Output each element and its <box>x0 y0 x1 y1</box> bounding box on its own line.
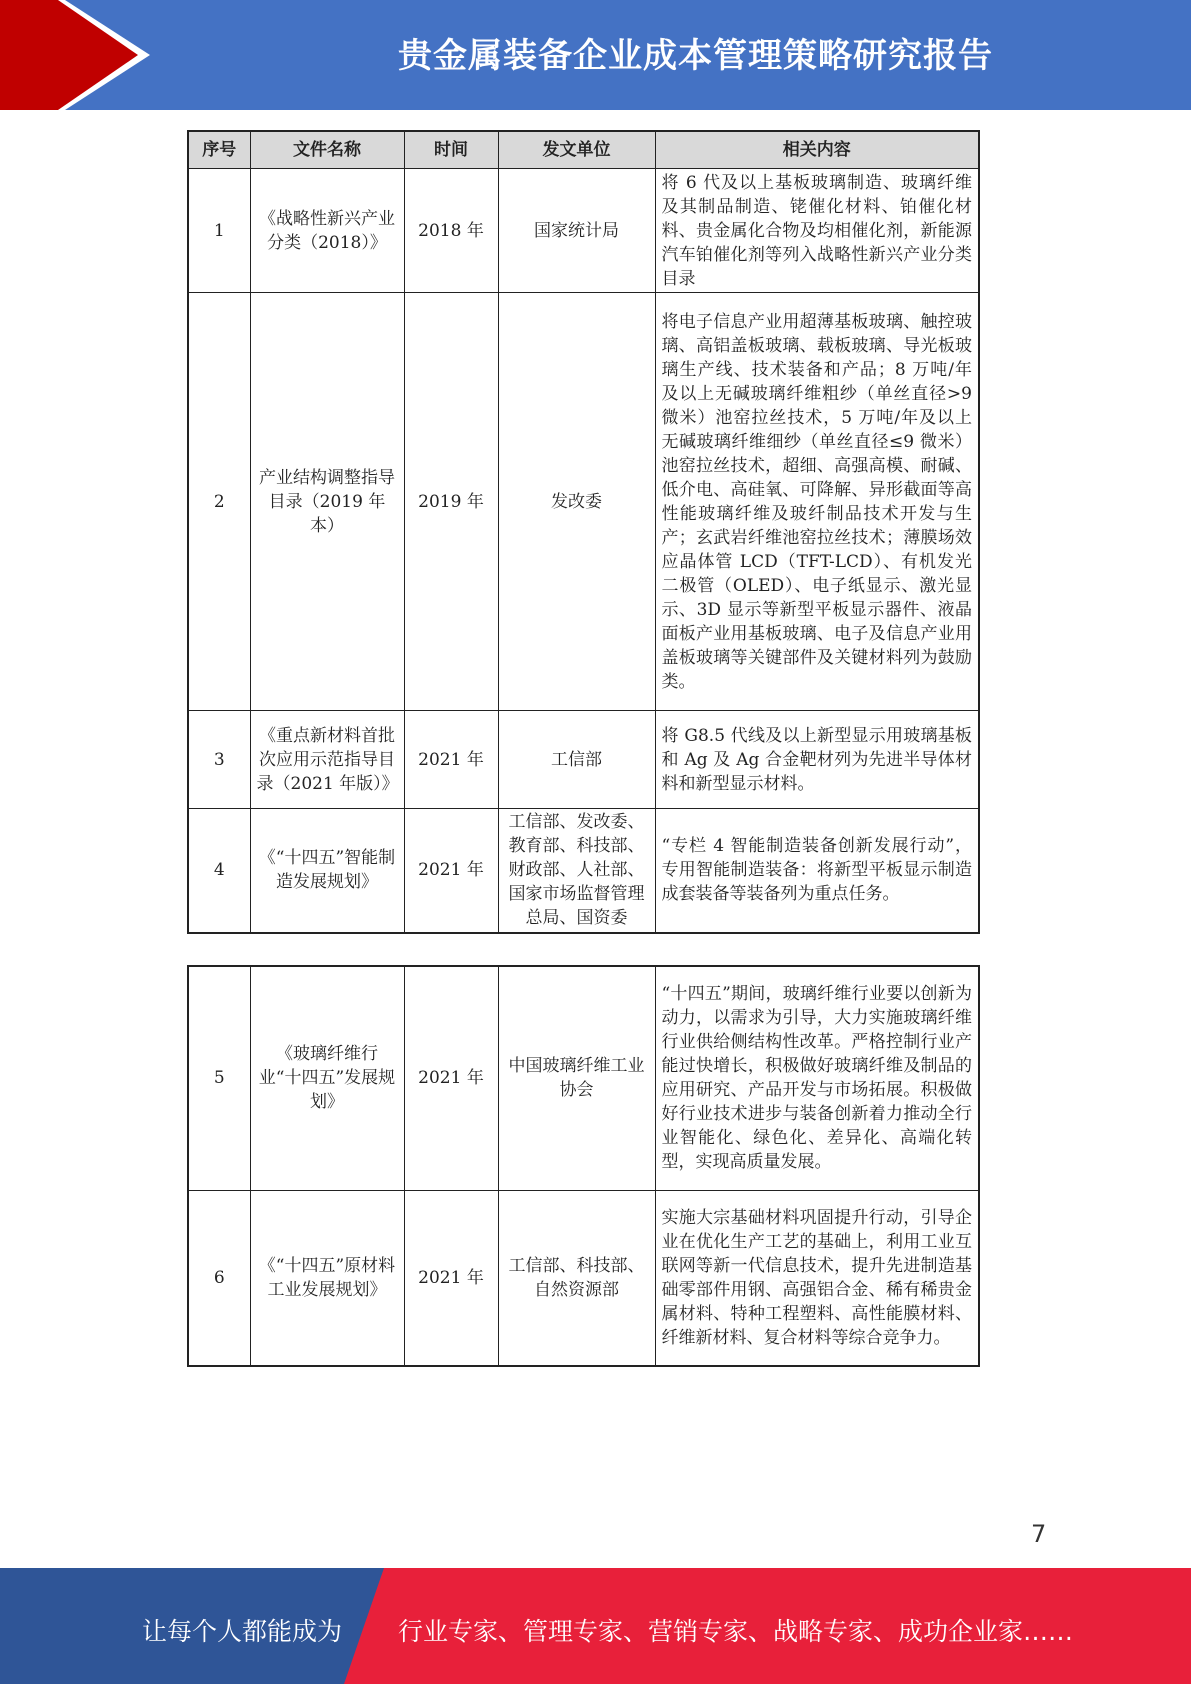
table-row <box>188 966 979 1190</box>
row-name: 《玻璃纤维行业“十四五”发展规划》 <box>250 966 404 1190</box>
row-content: 将 G8.5 代线及以上新型显示用玻璃基板和 Ag 及 Ag 合金靶材列为先进半导体材料和新型显示材料。 <box>655 711 979 809</box>
row-name: 《战略性新兴产业分类（2018）》 <box>250 169 404 293</box>
row-content: “专栏 4 智能制造装备创新发展行动”，专用智能制造装备：将新型平板显示制造成套装备等装备列为重点任务。 <box>655 809 979 933</box>
column-header-issuer: 发文单位 <box>498 131 655 169</box>
footer-slogan-left: 让每个人都能成为 <box>142 1617 343 1646</box>
table-header-row <box>188 131 979 169</box>
page-header <box>0 0 1191 110</box>
row-issuer: 发改委 <box>498 293 655 711</box>
column-header-time: 时间 <box>404 131 498 169</box>
table-row <box>188 711 979 809</box>
row-issuer: 国家统计局 <box>498 169 655 293</box>
row-time: 2021 年 <box>404 809 498 933</box>
column-header-content: 相关内容 <box>655 131 979 169</box>
row-name: 《“十四五”智能制造发展规划》 <box>250 809 404 933</box>
row-no: 5 <box>188 966 250 1190</box>
row-no: 1 <box>188 169 250 293</box>
policy-table-part-2 <box>187 965 980 1367</box>
row-name: 《重点新材料首批次应用示范指导目录（2021 年版）》 <box>250 711 404 809</box>
row-no: 4 <box>188 809 250 933</box>
row-issuer: 工信部 <box>498 711 655 809</box>
column-header-name: 文件名称 <box>250 131 404 169</box>
report-title: 贵金属装备企业成本管理策略研究报告 <box>398 36 993 76</box>
table-row <box>188 293 979 711</box>
page-footer <box>0 1568 1191 1684</box>
footer-slogan-right: 行业专家、管理专家、营销专家、战略专家、成功企业家…… <box>398 1617 1074 1646</box>
row-issuer: 工信部、科技部、自然资源部 <box>498 1190 655 1366</box>
row-content: 将电子信息产业用超薄基板玻璃、触控玻璃、高铝盖板玻璃、载板玻璃、导光板玻璃生产线、技术装备和产品；8 万吨/年及以上无碱玻璃纤维粗纱（单丝直径>9 微米）池窑拉丝技术，5 万吨/年及以上无碱玻璃纤维细纱（单丝直径≤9 微米）池窑拉丝技术，超细、高强高模、耐碱、低介电、高硅氧、可降解、异形截面等高性能玻璃纤维及玻纤制品技术开发与生产；玄武岩纤维池窑拉丝技术；薄膜场效应晶体管 LCD（TFT-LCD）、有机发光二极管（OLED）、电子纸显示、激光显示、3D 显示等新型平板显示器件、液晶面板产业用基板玻璃、电子及信息产业用盖板玻璃等关键部件及关键材料列为鼓励类。 <box>655 293 979 711</box>
column-header-no: 序号 <box>188 131 250 169</box>
table-row <box>188 1190 979 1366</box>
policy-table-part-1 <box>187 130 980 934</box>
row-no: 6 <box>188 1190 250 1366</box>
row-name: 《“十四五”原材料工业发展规划》 <box>250 1190 404 1366</box>
row-no: 2 <box>188 293 250 711</box>
row-no: 3 <box>188 711 250 809</box>
row-time: 2021 年 <box>404 966 498 1190</box>
row-name: 产业结构调整指导目录（2019 年本） <box>250 293 404 711</box>
row-content: “十四五”期间，玻璃纤维行业要以创新为动力，以需求为引导，大力实施玻璃纤维行业供给侧结构性改革。严格控制行业产能过快增长，积极做好玻璃纤维及制品的应用研究、产品开发与市场拓展。积极做好行业技术进步与装备创新着力推动全行业智能化、绿色化、差异化、高端化转型，实现高质量发展。 <box>655 966 979 1190</box>
row-content: 实施大宗基础材料巩固提升行动，引导企业在优化生产工艺的基础上，利用工业互联网等新一代信息技术，提升先进制造基础零部件用钢、高强铝合金、稀有稀贵金属材料、特种工程塑料、高性能膜材料、纤维新材料、复合材料等综合竞争力。 <box>655 1190 979 1366</box>
row-time: 2021 年 <box>404 711 498 809</box>
row-time: 2019 年 <box>404 293 498 711</box>
row-time: 2018 年 <box>404 169 498 293</box>
row-content: 将 6 代及以上基板玻璃制造、玻璃纤维及其制品制造、铑催化材料、铂催化材料、贵金属化合物及均相催化剂，新能源汽车铂催化剂等列入战略性新兴产业分类目录 <box>655 169 979 293</box>
table-row <box>188 169 979 293</box>
row-time: 2021 年 <box>404 1190 498 1366</box>
row-issuer: 工信部、发改委、教育部、科技部、财政部、人社部、国家市场监督管理总局、国资委 <box>498 809 655 933</box>
red-chevron-decoration <box>0 0 160 110</box>
row-issuer: 中国玻璃纤维工业协会 <box>498 966 655 1190</box>
page-number: 7 <box>1031 1520 1047 1548</box>
table-row <box>188 809 979 933</box>
